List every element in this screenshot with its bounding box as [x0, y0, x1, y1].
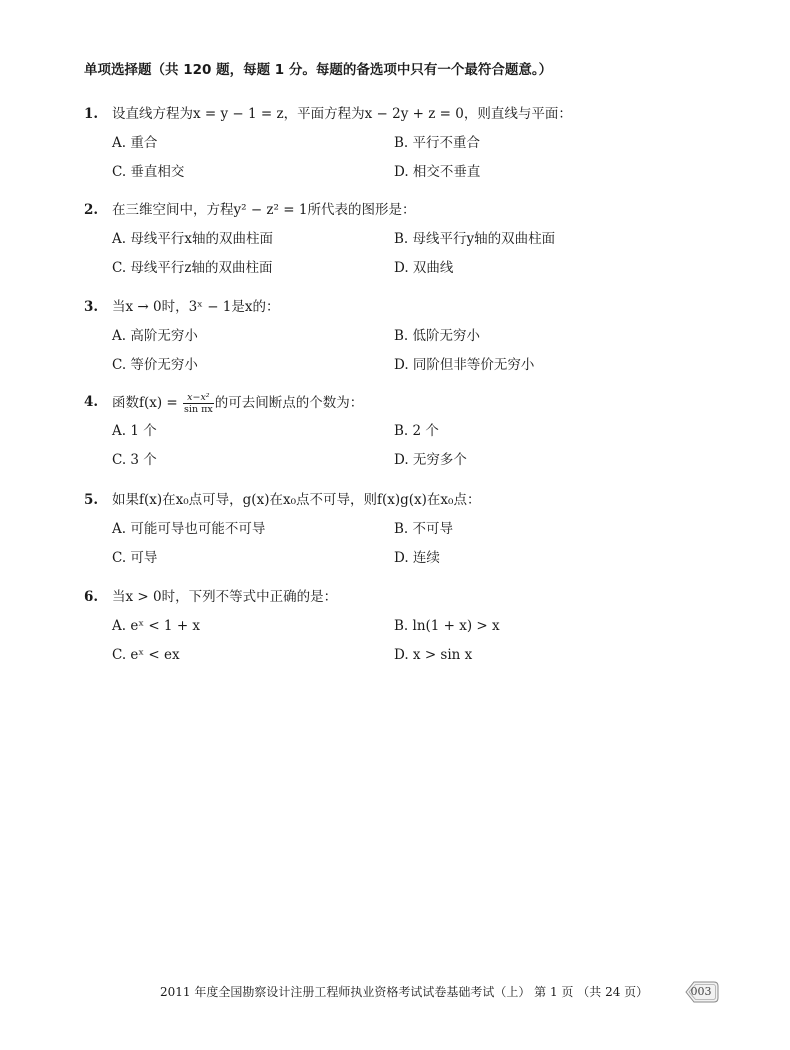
question-1 [84, 104, 724, 182]
option-d: D. 无穷多个 [394, 452, 467, 468]
question-stem: 当x > 0时，下列不等式中正确的是： [112, 589, 338, 605]
option-a: A. 可能可导也可能不可导 [112, 521, 266, 537]
fraction-denominator: sin πx [184, 404, 213, 415]
option-a: A. 重合 [112, 135, 158, 151]
question-number: 1. [84, 106, 99, 122]
option-c: C. 等价无穷小 [112, 357, 198, 373]
option-d: D. x > sin x [394, 647, 473, 663]
option-c: C. 3 个 [112, 452, 157, 468]
option-b: B. 母线平行y轴的双曲柱面 [394, 231, 556, 247]
option-b: B. ln(1 + x) > x [394, 618, 500, 634]
option-b: B. 平行不重合 [394, 135, 481, 151]
question-stem [112, 392, 363, 415]
page-badge-number: 003 [690, 985, 712, 998]
question-number: 5. [84, 492, 99, 508]
stem-suffix: 的可去间断点的个数为： [214, 395, 364, 411]
section-instruction: 单项选择题（共 120 题，每题 1 分。每题的备选项中只有一个最符合题意。） [84, 62, 553, 78]
option-b: B. 2 个 [394, 423, 439, 439]
option-a: A. 1 个 [112, 423, 157, 439]
question-number: 6. [84, 589, 99, 605]
option-b: B. 不可导 [394, 521, 454, 537]
option-a: A. 高阶无穷小 [112, 328, 198, 344]
option-c: C. 可导 [112, 550, 158, 566]
option-a: A. 母线平行x轴的双曲柱面 [112, 231, 273, 247]
option-a: A. eˣ < 1 + x [112, 618, 201, 634]
stem-prefix: 函数f(x) = [112, 395, 183, 411]
fraction-numerator: x−x² [183, 392, 214, 404]
question-number: 4. [84, 394, 99, 410]
question-stem: 如果f(x)在x₀点可导，g(x)在x₀点不可导，则f(x)g(x)在x₀点： [112, 492, 481, 508]
option-d: D. 相交不垂直 [394, 164, 481, 180]
question-3 [84, 297, 724, 375]
question-5 [84, 490, 724, 568]
question-number: 2. [84, 202, 99, 218]
question-stem: 设直线方程为x = y − 1 = z，平面方程为x − 2y + z = 0，则直线与平面： [112, 106, 572, 122]
option-c: C. 垂直相交 [112, 164, 185, 180]
option-c: C. eˣ < ex [112, 647, 180, 663]
page-footer: 2011 年度全国勘察设计注册工程师执业资格考试试卷基础考试（上） 第 1 页 （共 24 页） [160, 985, 649, 999]
option-b: B. 低阶无穷小 [394, 328, 481, 344]
question-2 [84, 200, 724, 278]
question-4 [84, 392, 724, 470]
question-stem: 在三维空间中，方程y² − z² = 1所代表的图形是： [112, 202, 416, 218]
option-d: D. 同阶但非等价无穷小 [394, 357, 535, 373]
option-c: C. 母线平行z轴的双曲柱面 [112, 260, 273, 276]
option-d: D. 双曲线 [394, 260, 454, 276]
fraction [183, 392, 214, 415]
option-d: D. 连续 [394, 550, 440, 566]
question-stem: 当x → 0时，3ˣ − 1是x的： [112, 299, 280, 315]
question-number: 3. [84, 299, 99, 315]
question-6 [84, 587, 724, 665]
